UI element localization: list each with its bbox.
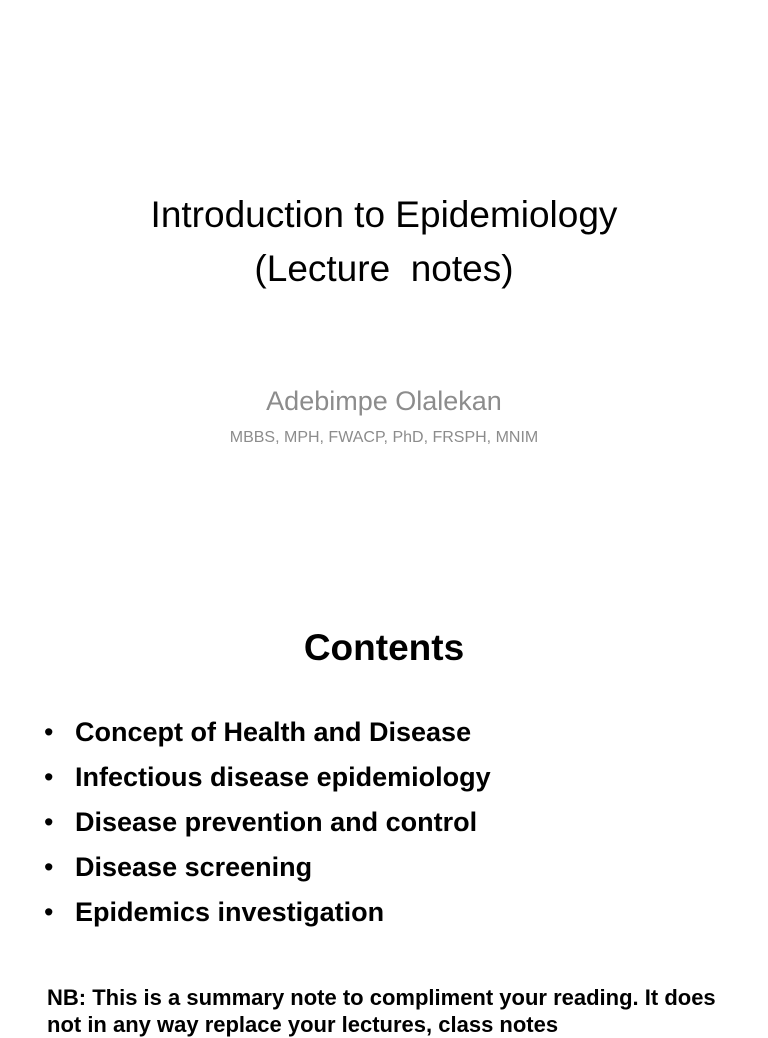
contents-heading: Contents (303, 627, 465, 668)
title-line-1: Introduction to Epidemiology (150, 194, 618, 235)
list-item (0, 755, 768, 800)
list-item-text: Infectious disease epidemiology (75, 762, 491, 792)
bullet-icon: • (44, 897, 54, 927)
title-line-2: (Lecture notes) (254, 248, 514, 289)
contents-slide (0, 576, 768, 1037)
list-item-text: Disease prevention and control (75, 807, 478, 837)
list-item-text: Epidemics investigation (75, 897, 385, 927)
author-credentials: MBBS, MPH, FWACP, PhD, FRSPH, MNIM (229, 429, 539, 446)
list-item (0, 710, 768, 755)
author-name: Adebimpe Olalekan (266, 386, 502, 416)
bullet-icon: • (44, 762, 54, 792)
contents-list (0, 710, 768, 935)
bullet-icon: • (44, 717, 54, 747)
nb-note: NB: This is a summary note to compliment your reading. It does not in any way replace your lectures, class notes (47, 985, 716, 1037)
list-item (0, 800, 768, 845)
list-item (0, 845, 768, 890)
bullet-icon: • (44, 807, 54, 837)
slide-title (0, 188, 768, 296)
list-item-text: Disease screening (75, 852, 313, 882)
bullet-icon: • (44, 852, 54, 882)
list-item (0, 890, 768, 935)
list-item-text: Concept of Health and Disease (75, 717, 472, 747)
